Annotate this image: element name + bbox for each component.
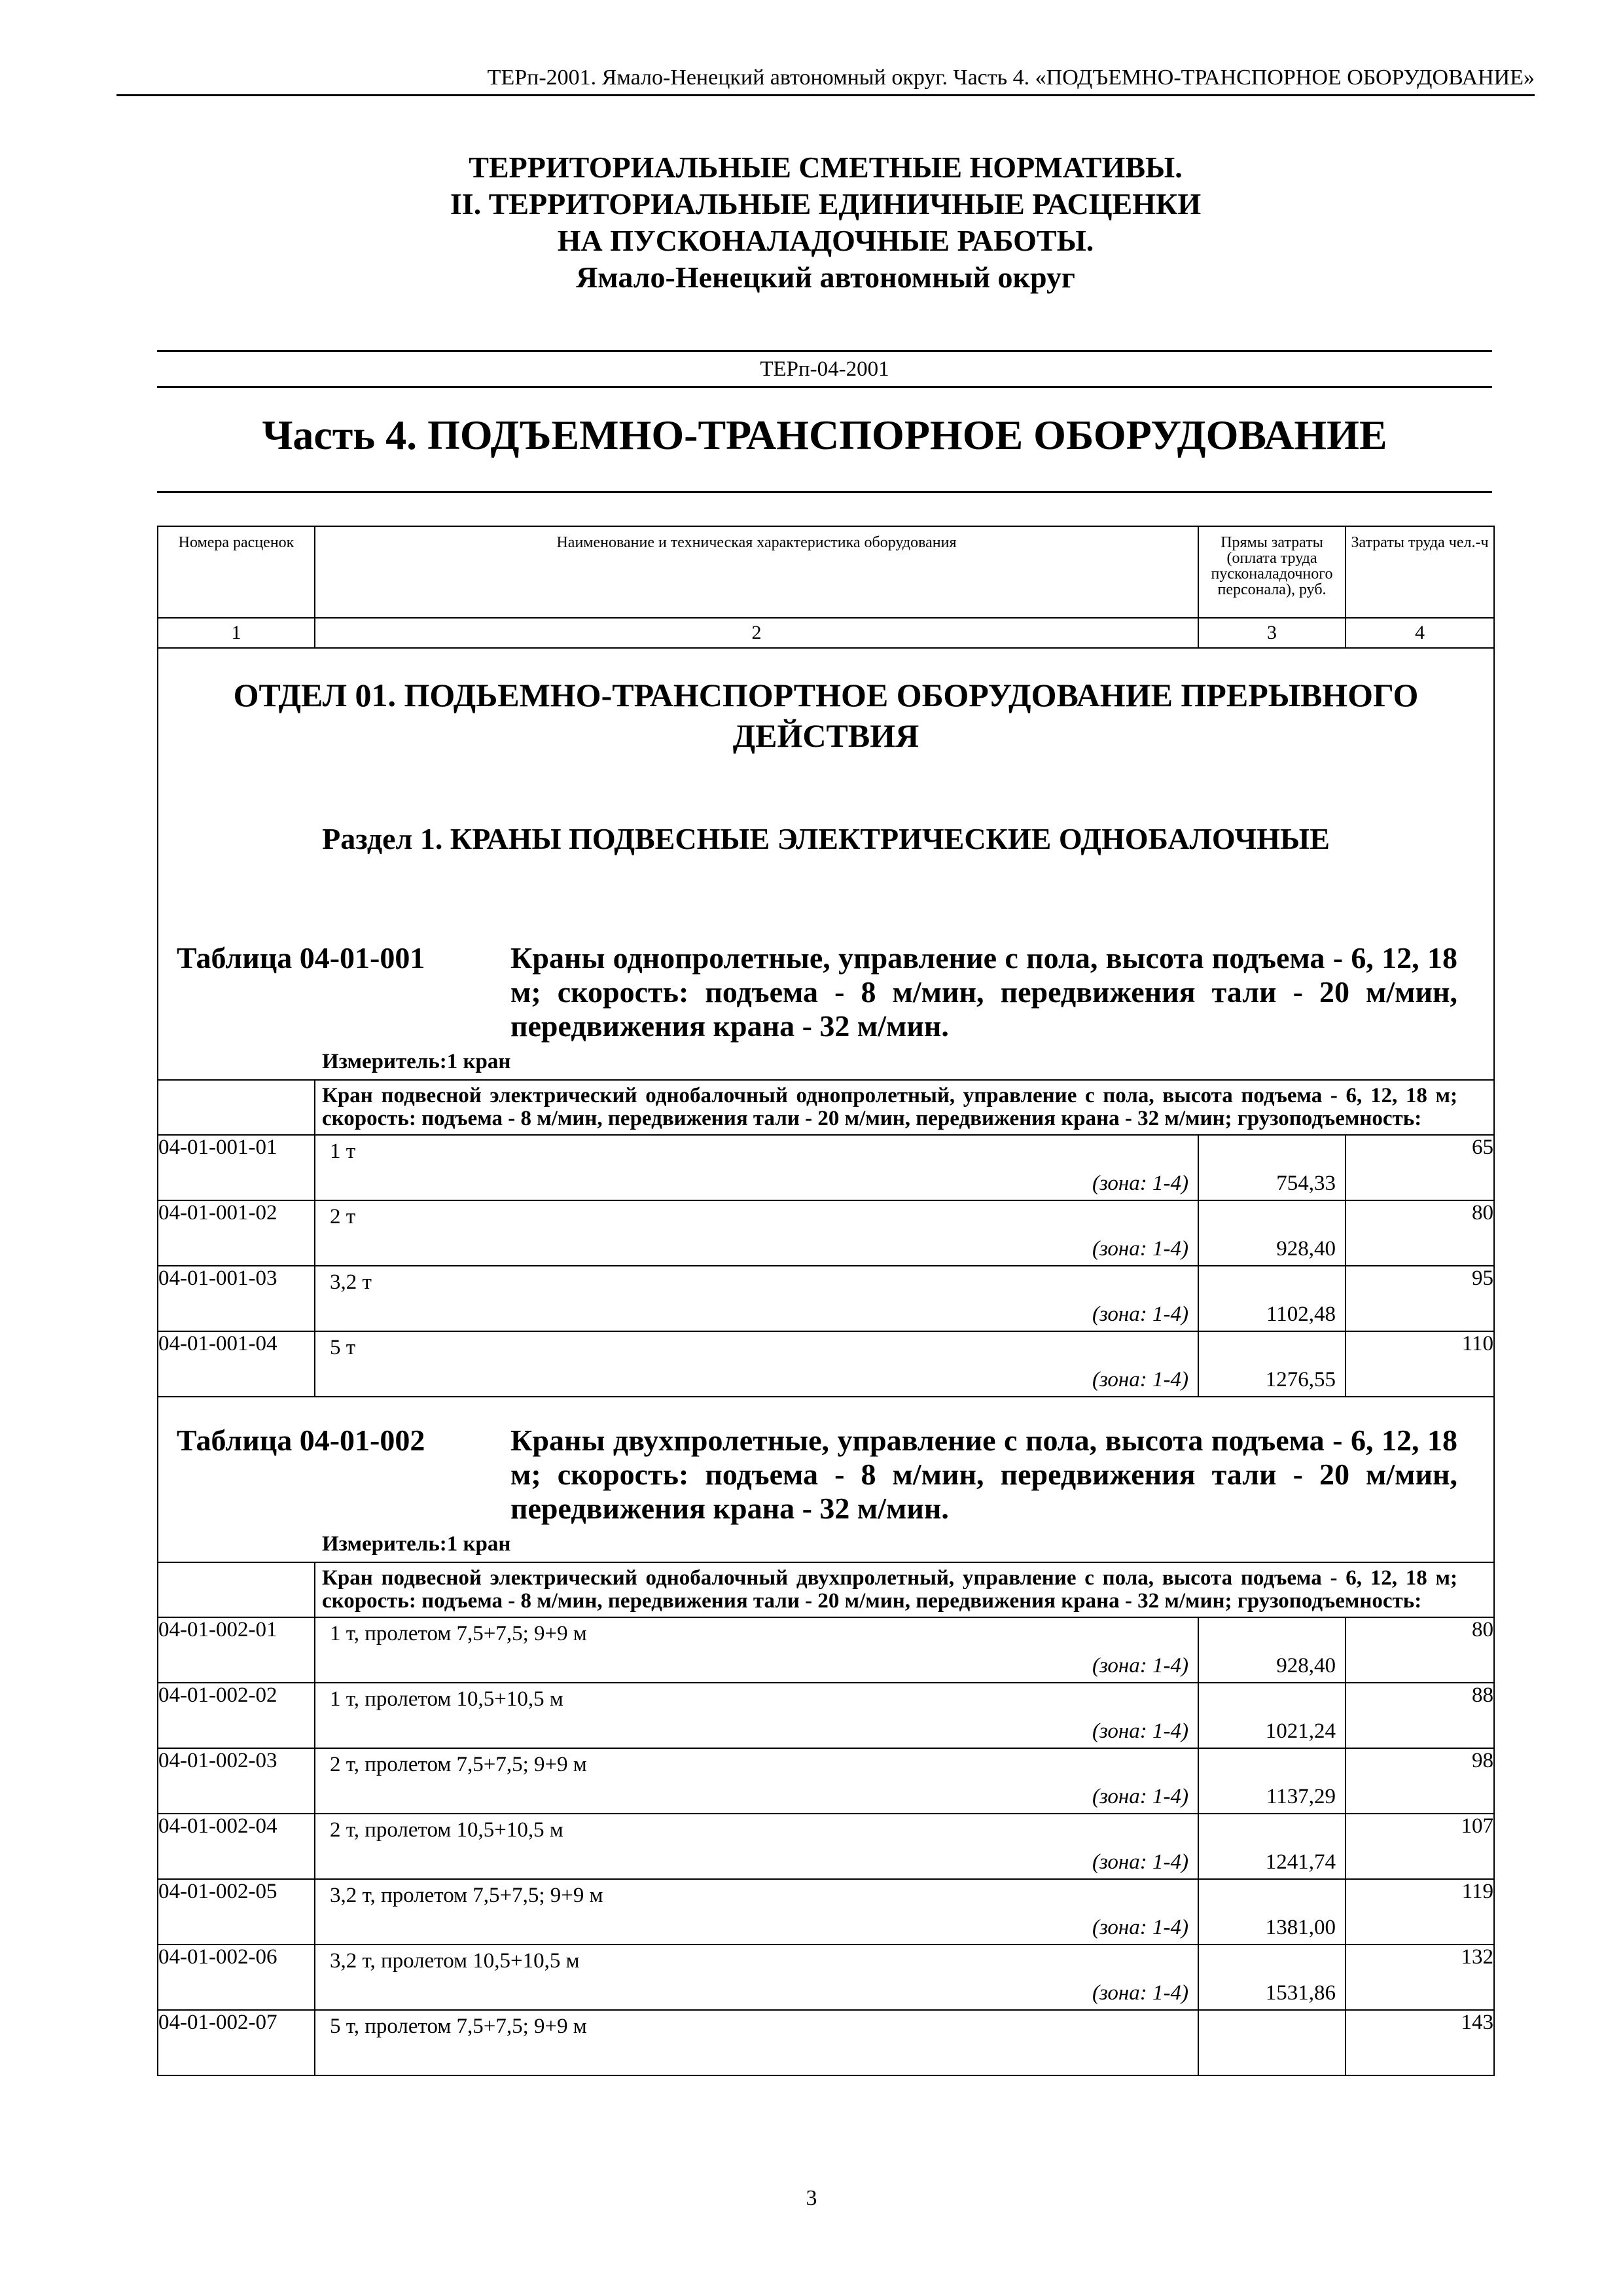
zone-label: (зона: 1-4) (1092, 1368, 1188, 1391)
rate-code: 04-01-002-04 (158, 1814, 315, 1879)
zone-label: (зона: 1-4) (1092, 1302, 1188, 1326)
rates-table (157, 526, 1495, 2076)
direct-cost-value: 928,40 (1276, 1237, 1336, 1261)
zone-label: (зона: 1-4) (1092, 1850, 1188, 1874)
direct-cost-value: 928,40 (1276, 1654, 1336, 1677)
table-heading (158, 941, 1493, 1043)
rate-code: 04-01-002-05 (158, 1879, 315, 1945)
equipment-description: Кран подвесной электрический однобалочный двухпролетный, управление с пола, высота подъема - 6, 12, 18 м; скорость: подъема - 8 м/мин, передвижения тали - 20 м/мин, передвижения крана - 32 м/мин; грузоподъемность: (322, 1566, 1457, 1613)
document-code: ТЕРп-04-2001 (157, 350, 1492, 388)
header-name: Наименование и техническая характеристика оборудования (315, 526, 1198, 618)
table-row (158, 1135, 1494, 1200)
zone-label: (зона: 1-4) (1092, 1654, 1188, 1677)
rate-code: 04-01-001-02 (158, 1200, 315, 1266)
table-number: Таблица 04-01-001 (177, 941, 425, 975)
zone-label: (зона: 1-4) (1092, 1719, 1188, 1743)
running-header: ТЕРп-2001. Ямало-Ненецкий автономный округ. Часть 4. «ПОДЪЕМНО-ТРАНСПОРНОЕ ОБОРУДОВАНИЕ» (116, 65, 1535, 96)
labor-cost-value: 98 (1346, 1748, 1494, 1814)
column-number: 1 (158, 618, 315, 648)
table-row (158, 1331, 1494, 1397)
zone-label: (зона: 1-4) (1092, 1981, 1188, 2005)
rate-code: 04-01-001-03 (158, 1266, 315, 1331)
header-rate-numbers: Номера расценок (158, 526, 315, 618)
title-line-1: ТЕРРИТОРИАЛЬНЫЕ СМЕТНЫЕ НОРМАТИВЫ. (469, 151, 1183, 184)
table-number: Таблица 04-01-002 (177, 1424, 425, 1457)
table-row (158, 1945, 1494, 2010)
empty-cell (158, 1080, 315, 1135)
rate-code: 04-01-002-03 (158, 1748, 315, 1814)
department-heading: ОТДЕЛ 01. ПОДЬЕМНО-ТРАНСПОРТНОЕ ОБОРУДОВАНИЕ ПРЕРЫВНОГО ДЕЙСТВИЯ (233, 677, 1419, 754)
item-name: 1 т, пролетом 7,5+7,5; 9+9 м (330, 1622, 587, 1645)
item-name: 3,2 т, пролетом 7,5+7,5; 9+9 м (330, 1884, 603, 1907)
direct-cost-value: 1021,24 (1265, 1719, 1336, 1743)
part-title: Часть 4. ПОДЪЕМНО-ТРАНСПОРНОЕ ОБОРУДОВАНИЕ (262, 412, 1387, 458)
zone-label: (зона: 1-4) (1092, 1172, 1188, 1195)
zone-label: (зона: 1-4) (1092, 1237, 1188, 1261)
empty-cell (158, 1562, 315, 1617)
table-row (158, 1683, 1494, 1748)
table-header-row (158, 526, 1494, 618)
table-row (158, 1266, 1494, 1331)
table-title: Краны однопролетные, управление с пола, высота подъема - 6, 12, 18 м; скорость: подъема - 8 м/мин, передвижения тали - 20 м/мин, передвижения крана - 32 м/мин. (510, 941, 1457, 1043)
column-number: 2 (315, 618, 1198, 648)
header-direct-costs: Прямы затраты (оплата труда пусконаладочного персонала), руб. (1198, 526, 1346, 618)
labor-cost-value: 110 (1346, 1331, 1494, 1397)
zone-label: (зона: 1-4) (1092, 1916, 1188, 1939)
labor-cost-value: 65 (1346, 1135, 1494, 1200)
table-heading-row (158, 856, 1494, 1080)
direct-cost-value: 754,33 (1276, 1172, 1336, 1195)
unit-of-measure: Измеритель:1 кран (322, 1532, 511, 1556)
labor-cost-value: 80 (1346, 1200, 1494, 1266)
item-name: 1 т, пролетом 10,5+10,5 м (330, 1687, 563, 1711)
table-heading (158, 1424, 1493, 1526)
direct-cost-value: 1137,29 (1266, 1785, 1336, 1808)
table-row (158, 1200, 1494, 1266)
labor-cost-value: 88 (1346, 1683, 1494, 1748)
header-labor-costs: Затраты труда чел.-ч (1346, 526, 1494, 618)
column-number: 4 (1346, 618, 1494, 648)
unit-of-measure: Измеритель:1 кран (322, 1050, 511, 1073)
item-name: 3,2 т (330, 1270, 372, 1294)
rate-code: 04-01-002-01 (158, 1617, 315, 1683)
section-heading: Раздел 1. КРАНЫ ПОДВЕСНЫЕ ЭЛЕКТРИЧЕСКИЕ ОДНОБАЛОЧНЫЕ (322, 822, 1330, 855)
description-row (158, 1562, 1494, 1617)
table-row (158, 1617, 1494, 1683)
labor-cost-value: 143 (1346, 2010, 1494, 2075)
table-row (158, 1879, 1494, 1945)
rate-code: 04-01-002-02 (158, 1683, 315, 1748)
zone-label: (зона: 1-4) (1092, 1785, 1188, 1808)
page-number: 3 (806, 2186, 817, 2210)
labor-cost-value: 119 (1346, 1879, 1494, 1945)
labor-cost-value: 132 (1346, 1945, 1494, 2010)
item-name: 5 т, пролетом 7,5+7,5; 9+9 м (330, 2015, 587, 2038)
column-number: 3 (1198, 618, 1346, 648)
rate-code: 04-01-002-06 (158, 1945, 315, 2010)
item-name: 1 т (330, 1139, 356, 1163)
table-row (158, 1748, 1494, 1814)
part-title-rule (157, 491, 1492, 493)
labor-cost-value: 107 (1346, 1814, 1494, 1879)
item-name: 3,2 т, пролетом 10,5+10,5 м (330, 1949, 580, 1973)
direct-cost-value: 1276,55 (1265, 1368, 1336, 1391)
rate-code: 04-01-002-07 (158, 2010, 315, 2075)
rate-code: 04-01-001-01 (158, 1135, 315, 1200)
item-name: 2 т (330, 1205, 356, 1229)
title-line-3: НА ПУСКОНАЛАДОЧНЫЕ РАБОТЫ. (557, 224, 1094, 257)
rate-code: 04-01-001-04 (158, 1331, 315, 1397)
document-title (116, 149, 1535, 296)
column-number-row (158, 618, 1494, 648)
labor-cost-value: 80 (1346, 1617, 1494, 1683)
item-name: 2 т, пролетом 10,5+10,5 м (330, 1818, 563, 1842)
table-row (158, 2010, 1494, 2075)
direct-cost-value: 1531,86 (1265, 1981, 1336, 2005)
labor-cost-value: 95 (1346, 1266, 1494, 1331)
table-row (158, 1814, 1494, 1879)
equipment-description: Кран подвесной электрический однобалочный однопролетный, управление с пола, высота подъема - 6, 12, 18 м; скорость: подъема - 8 м/мин, передвижения тали - 20 м/мин, передвижения крана - 32 м/мин; грузоподъемность: (322, 1084, 1457, 1130)
item-name: 5 т (330, 1336, 356, 1359)
description-row (158, 1080, 1494, 1135)
table-heading-row (158, 1397, 1494, 1562)
department-row (158, 648, 1494, 856)
item-name: 2 т, пролетом 7,5+7,5; 9+9 м (330, 1753, 587, 1776)
direct-cost-value: 1241,74 (1265, 1850, 1336, 1874)
direct-cost-value: 1381,00 (1265, 1916, 1336, 1939)
direct-cost-value: 1102,48 (1266, 1302, 1336, 1326)
title-line-4: Ямало-Ненецкий автономный округ (576, 260, 1075, 294)
title-line-2: II. ТЕРРИТОРИАЛЬНЫЕ ЕДИНИЧНЫЕ РАСЦЕНКИ (450, 187, 1202, 221)
table-title: Краны двухпролетные, управление с пола, высота подъема - 6, 12, 18 м; скорость: подъема - 8 м/мин, передвижения тали - 20 м/мин, передвижения крана - 32 м/мин. (510, 1424, 1457, 1525)
